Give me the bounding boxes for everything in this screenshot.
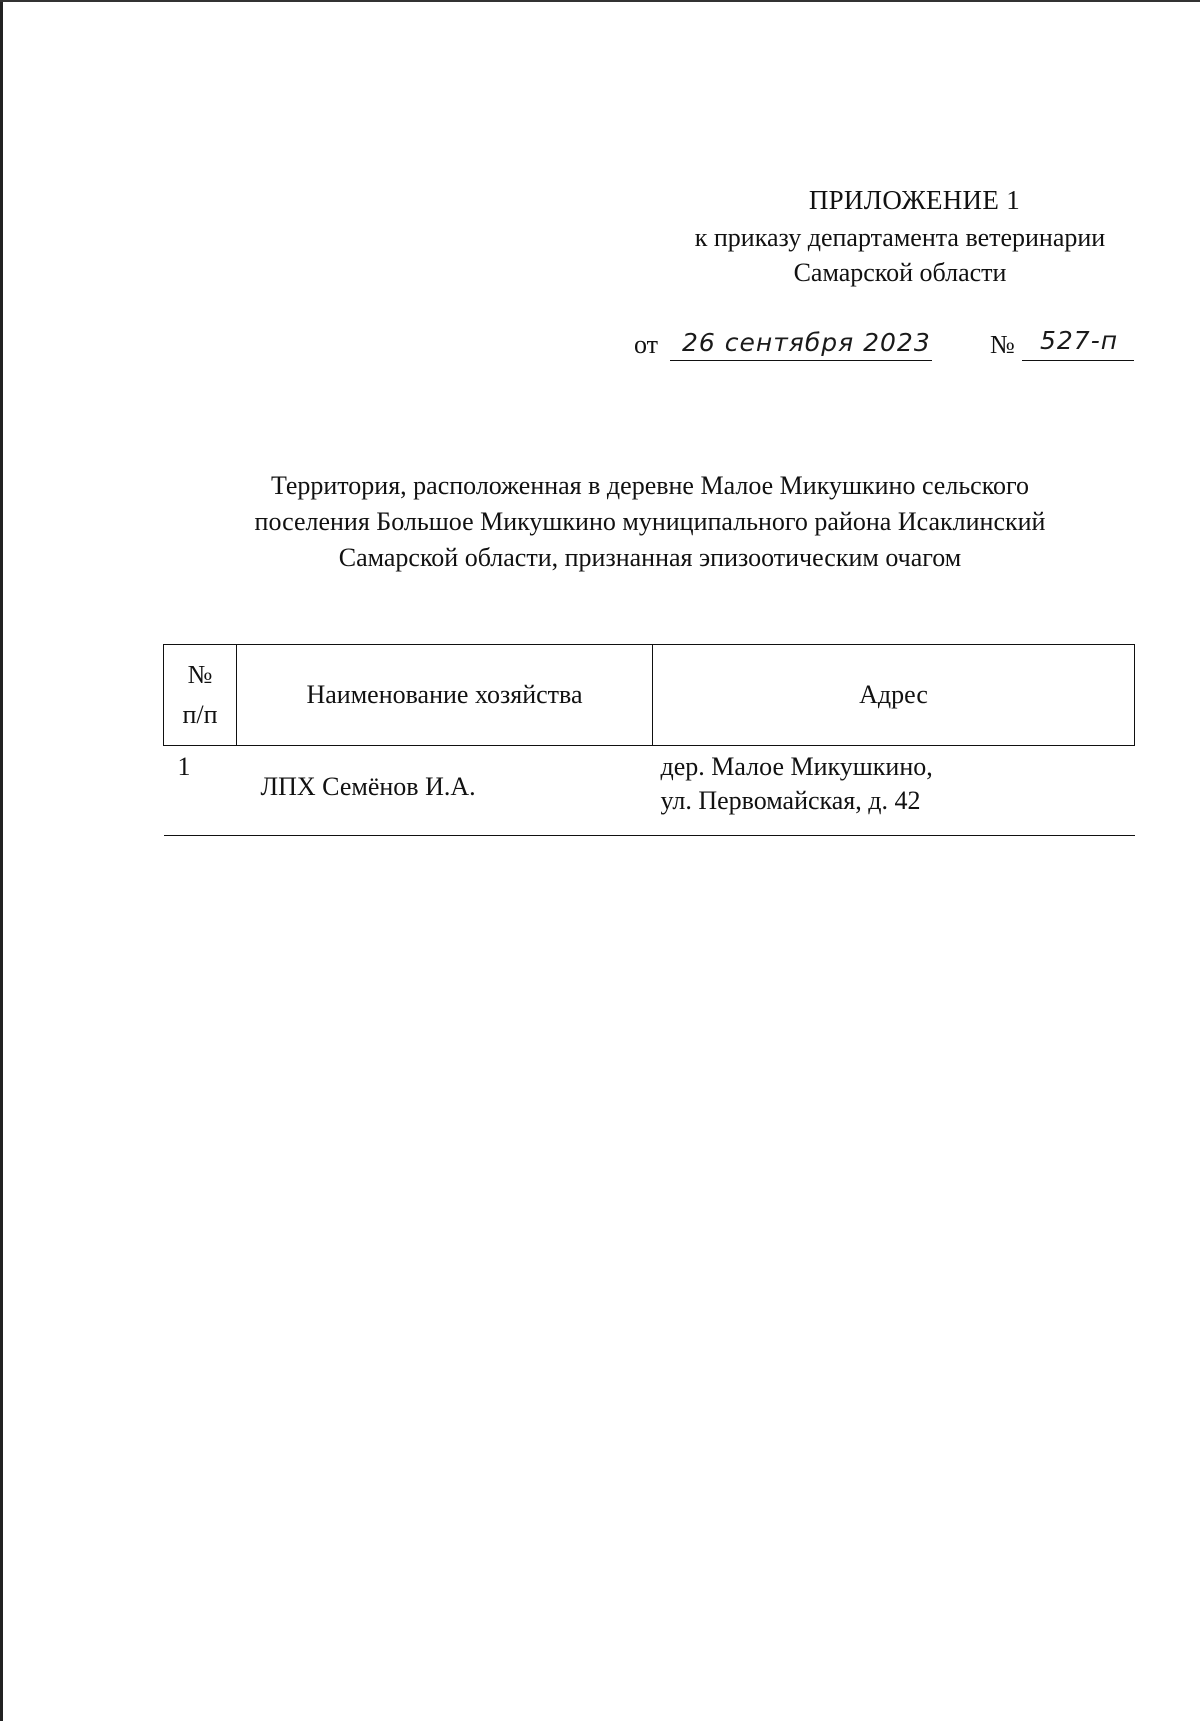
farm-table: [163, 644, 1135, 836]
header-address: Адрес: [653, 645, 1135, 746]
heading-line2: поселения Большое Микушкино муниципального района Исаклинский: [254, 507, 1046, 536]
row-address-line1: дер. Малое Микушкино,: [660, 752, 933, 781]
table-row: [164, 746, 1135, 836]
order-number-underline: [1022, 360, 1134, 361]
header-number-symbol: №: [187, 660, 213, 689]
order-date-underline: [670, 360, 932, 361]
appendix-title: ПРИЛОЖЕНИЕ 1: [808, 185, 1020, 215]
order-reference: [634, 326, 1134, 370]
header-number-cell: [164, 645, 237, 746]
scan-edge-left: [0, 0, 3, 1721]
heading-line3: Самарской области, признанная эпизоотическим очагом: [338, 543, 962, 572]
appendix-subtitle-line1: к приказу департамента ветеринарии: [694, 223, 1106, 252]
order-number-handwritten: 527-п: [1040, 326, 1119, 355]
document-heading: [150, 468, 1150, 576]
order-date-label: от: [634, 330, 659, 359]
header-farm-name: Наименование хозяйства: [237, 645, 653, 746]
scan-edge-top: [0, 0, 1200, 2]
row-number: 1: [164, 746, 237, 836]
header-number-abbrev: п/п: [182, 700, 218, 729]
heading-line1: Территория, расположенная в деревне Малое Микушкино сельского: [270, 471, 1030, 500]
row-address: [653, 746, 1135, 836]
order-date-handwritten: 26 сентября 2023: [682, 328, 931, 357]
row-farm-name: ЛПХ Семёнов И.А.: [237, 746, 653, 836]
row-address-line2: ул. Первомайская, д. 42: [660, 786, 921, 815]
order-number-label: №: [990, 330, 1015, 359]
table-header-row: [164, 645, 1135, 746]
appendix-subtitle-line2: Самарской области: [793, 258, 1007, 287]
